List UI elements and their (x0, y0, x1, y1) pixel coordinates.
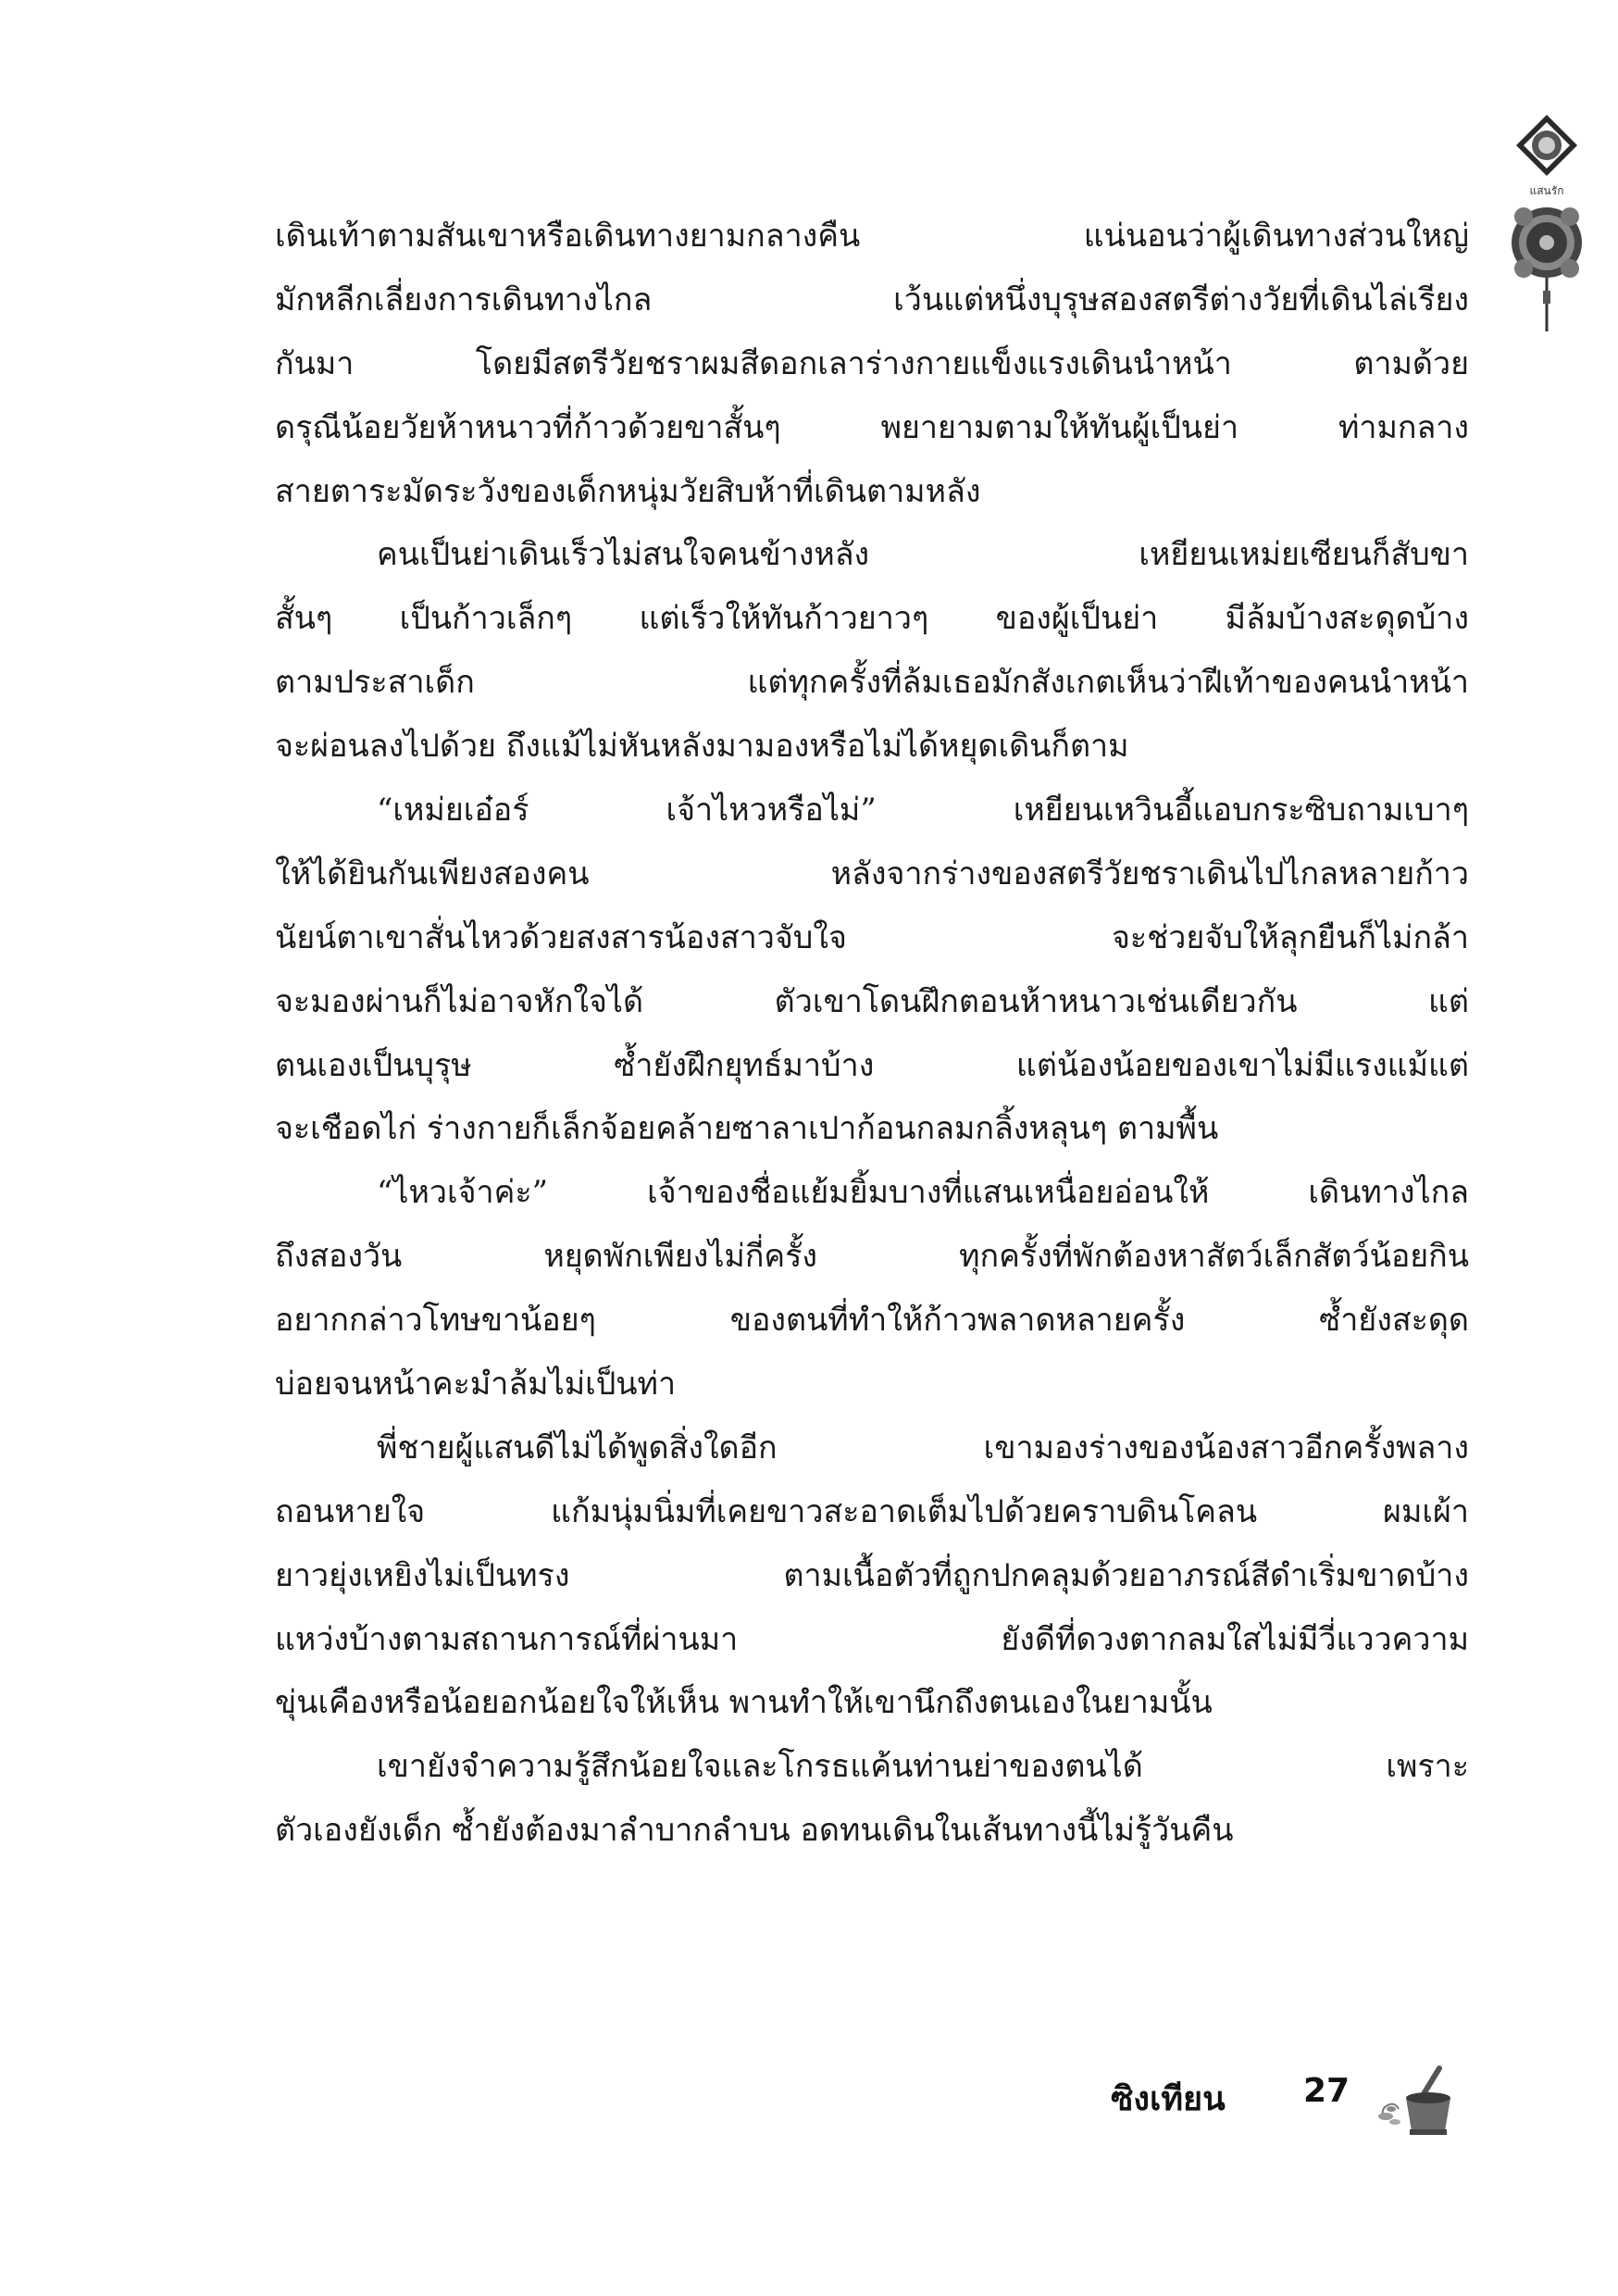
text-line: กันมา โดยมีสตรีวัยชราผมสีดอกเลาร่างกายแข็งแรงเดินนำหน้า ตามด้วย (275, 344, 1469, 382)
emblem-icon (1505, 113, 1588, 335)
ornament-emblem (1505, 113, 1588, 335)
text-line: “ไหวเจ้าค่ะ” เจ้าของชื่อแย้มยิ้มบางที่แสนเหนื่อยอ่อนให้ เดินทางไกล (377, 1174, 1469, 1212)
body-text (275, 205, 1469, 1863)
text-line: อยากกล่าวโทษขาน้อยๆ ของตนที่ทำให้ก้าวพลาดหลายครั้ง ซ้ำยังสะดุด (275, 1302, 1469, 1340)
text-line: ยาวยุ่งเหยิงไม่เป็นทรง ตามเนื้อตัวที่ถูกปกคลุมด้วยอาภรณ์สีดำเริ่มขาดบ้าง (275, 1556, 1469, 1594)
page-footer (1111, 2065, 1574, 2139)
text-line: ให้ได้ยินกันเพียงสองคน หลังจากร่างของสตรีวัยชราเดินไปไกลหลายก้าว (275, 855, 1469, 892)
text-line: “เหม่ยเอ๋อร์ เจ้าไหวหรือไม่” เหยียนเหวินอี้แอบกระซิบถามเบาๆ (377, 792, 1469, 830)
text-line: ถึงสองวัน หยุดพักเพียงไม่กี่ครั้ง ทุกครั้งที่พักต้องหาสัตว์เล็กสัตว์น้อยกิน (275, 1238, 1469, 1276)
book-title: ซิงเทียน (1111, 2080, 1226, 2118)
mortar-pestle-icon (1375, 2065, 1458, 2139)
text-line: คนเป็นย่าเดินเร็วไม่สนใจคนข้างหลัง เหยียนเหม่ยเซียนก็สับขา (377, 536, 1469, 574)
ornament-label: แสนรัก (1529, 184, 1564, 197)
text-line: ดรุณีน้อยวัยห้าหนาวที่ก้าวด้วยขาสั้นๆ พยายามตามให้ทันผู้เป็นย่า ท่ามกลาง (275, 408, 1469, 446)
text-line: สายตาระมัดระวังของเด็กหนุ่มวัยสิบห้าที่เดินตามหลัง (275, 472, 981, 510)
text-line: มักหลีกเลี่ยงการเดินทางไกล เว้นแต่หนึ่งบุรุษสองสตรีต่างวัยที่เดินไล่เรียง (275, 281, 1469, 318)
text-line: พี่ชายผู้แสนดีไม่ได้พูดสิ่งใดอีก เขามองร่างของน้องสาวอีกครั้งพลาง (377, 1429, 1469, 1466)
text-line: ตนเองเป็นบุรุษ ซ้ำยังฝึกยุทธ์มาบ้าง แต่น้องน้อยของเขาไม่มีแรงแม้แต่ (275, 1046, 1469, 1084)
text-line: ตามประสาเด็ก แต่ทุกครั้งที่ล้มเธอมักสังเกตเห็นว่าฝีเท้าของคนนำหน้า (275, 664, 1469, 702)
text-line: บ่อยจนหน้าคะมำล้มไม่เป็นท่า (275, 1366, 677, 1404)
text-line: ถอนหายใจ แก้มนุ่มนิ่มที่เคยขาวสะอาดเต็มไปด้วยคราบดินโคลน ผมเผ้า (275, 1492, 1469, 1530)
text-line: ตัวเองยังเด็ก ซ้ำยังต้องมาลำบากลำบน อดทนเดินในเส้นทางนี้ไม่รู้วันคืน (275, 1812, 1234, 1850)
text-line: แหว่งบ้างตามสถานการณ์ที่ผ่านมา ยังดีที่ดวงตากลมใสไม่มีวี่แววความ (275, 1620, 1469, 1658)
text-line: เดินเท้าตามสันเขาหรือเดินทางยามกลางคืน แน่นอนว่าผู้เดินทางส่วนใหญ่ (275, 218, 1469, 255)
text-line: เขายังจำความรู้สึกน้อยใจและโกรธแค้นท่านย่าของตนได้ เพราะ (377, 1748, 1469, 1786)
text-line: ขุ่นเคืองหรือน้อยอกน้อยใจให้เห็น พานทำให้เขานึกถึงตนเองในยามนั้น (275, 1684, 1213, 1722)
text-line: สั้นๆ เป็นก้าวเล็กๆ แต่เร็วให้ทันก้าวยาวๆ ของผู้เป็นย่า มีล้มบ้างสะดุดบ้าง (275, 600, 1469, 638)
text-line: จะเชือดไก่ ร่างกายก็เล็กจ้อยคล้ายซาลาเปาก้อนกลมกลิ้งหลุนๆ ตามพื้น (275, 1110, 1219, 1148)
page-number: 27 (1303, 2072, 1350, 2110)
text-line: จะผ่อนลงไปด้วย ถึงแม้ไม่หันหลังมามองหรือไม่ได้หยุดเดินก็ตาม (275, 728, 1129, 766)
text-line: นัยน์ตาเขาสั่นไหวด้วยสงสารน้องสาวจับใจ จะช่วยจับให้ลุกยืนก็ไม่กล้า (275, 918, 1469, 956)
text-line: จะมองผ่านก็ไม่อาจหักใจได้ ตัวเขาโดนฝึกตอนห้าหนาวเช่นเดียวกัน แต่ (275, 982, 1469, 1020)
